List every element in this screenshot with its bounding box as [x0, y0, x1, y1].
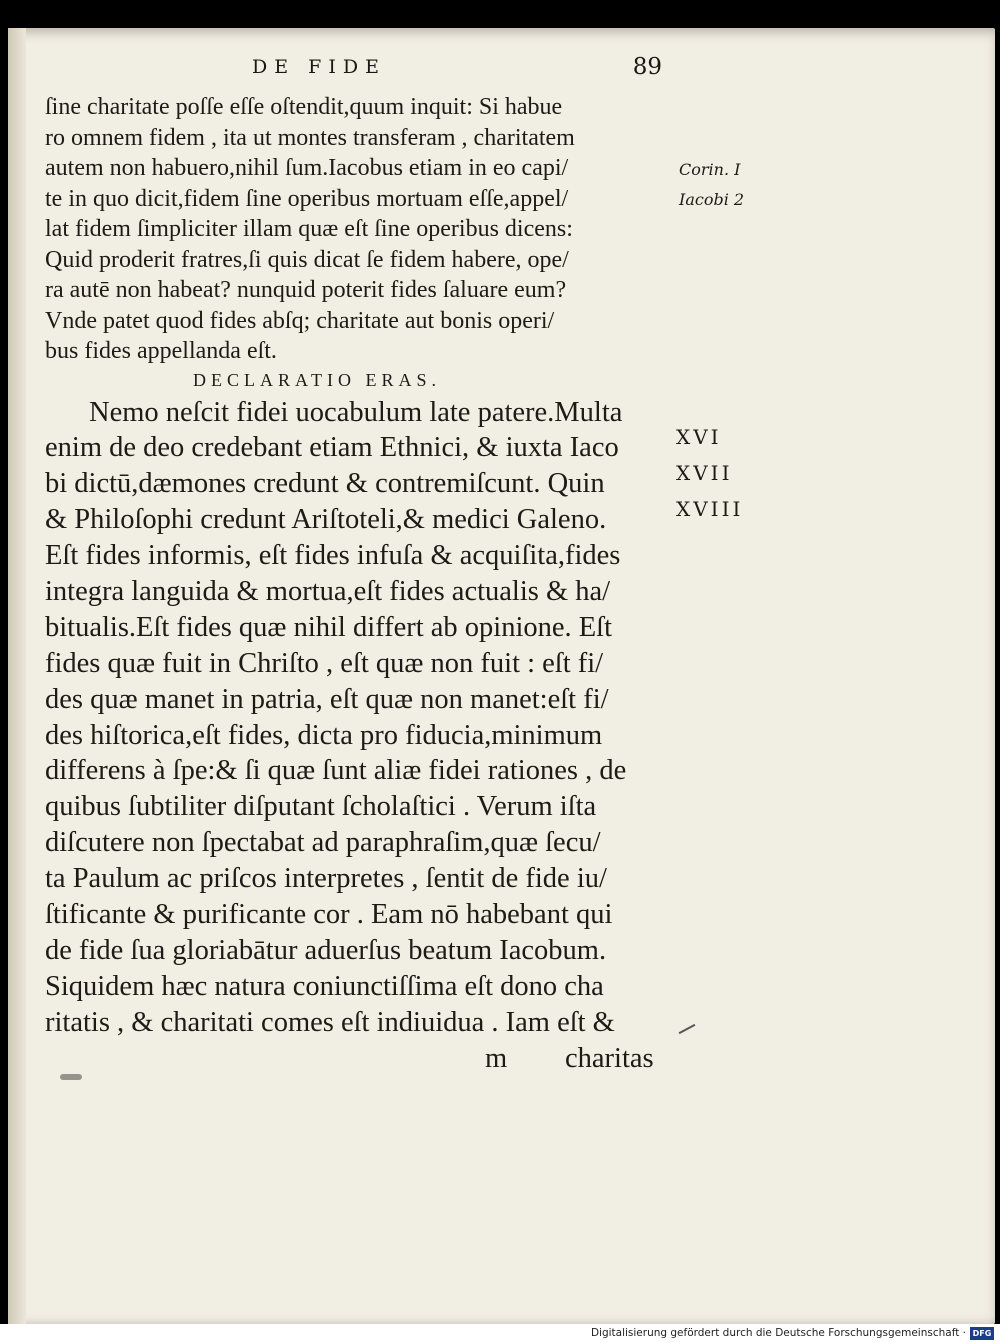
margin-note-iacobi: Iacobi 2 [679, 190, 745, 209]
ink-smudge [60, 1074, 82, 1080]
page-number: 89 [632, 54, 662, 80]
main-text [45, 92, 685, 1077]
text-line: ſtificante & purificante cor . Eam nō habebant qui [45, 898, 613, 930]
page-gutter [8, 28, 26, 1324]
text-paragraph-2 [45, 395, 685, 1077]
running-title: DE FIDE [252, 56, 386, 78]
running-head [252, 56, 662, 86]
margin-note-corinthians: Corin. I [679, 160, 741, 179]
text-line: lat fidem ſimpliciter illam quæ eſt ſine operibus dicens: [45, 216, 573, 242]
dfg-logo-icon: DFG [970, 1327, 994, 1340]
text-line: des quæ manet in patria, eſt quæ non manet:eſt fi/ [45, 683, 609, 715]
text-line: differens à ſpe:& ſi quæ ſunt aliæ fidei rationes , de [45, 755, 627, 787]
text-line: Vnde patet quod fides abſq; charitate aut bonis operi/ [45, 307, 555, 334]
catchword-row [45, 1041, 685, 1077]
text-line: Quid proderit fratres,ſi quis dicat ſe fidem habere, ope/ [45, 246, 569, 273]
text-paragraph-1 [45, 92, 685, 367]
text-line: bitualis.Eſt fides quæ nihil differt ab opinione. Eſt [45, 611, 613, 643]
text-line: ſine charitate poſſe eſſe oſtendit,quum inquit: Si habue [45, 94, 563, 120]
text-line: & Philoſophi credunt Ariſtoteli,& medici Galeno. [45, 504, 607, 536]
signature-mark: m [485, 1042, 508, 1074]
text-line: ro omnem fidem , ita ut montes transferam , charitatem [45, 124, 575, 151]
text-line: enim de deo credebant etiam Ethnici, & iuxta Iaco [45, 432, 619, 464]
margin-numeral: XVIII [676, 497, 744, 521]
footer-bar [0, 1324, 1000, 1343]
text-line: Eſt fides informis, eſt fides infuſa & acquiſita,fides [45, 540, 621, 572]
text-line: integra languida & mortua,eſt fides actualis & ha/ [45, 575, 611, 607]
text-line: bi dictū,dæmones credunt & contremiſcunt. Quin [45, 468, 605, 500]
catchword: charitas [565, 1042, 654, 1074]
text-line: te in quo dicit,fidem ſine operibus mortuam eſſe,appel/ [45, 185, 569, 212]
text-line: ritatis , & charitati comes eſt indiuidua . Iam eſt & [45, 1006, 615, 1038]
text-line: bus fides appellanda eſt. [45, 338, 277, 364]
text-line: ra autē non habeat? nunquid poterit fides ſaluare eum? [45, 277, 567, 303]
footer-credit: Digitalisierung gefördert durch die Deutsche Forschungsgemeinschaft · [590, 1327, 966, 1339]
text-line: Nemo neſcit fidei uocabulum late patere.Multa [89, 396, 623, 428]
text-line: Siquidem hæc natura coniunctiſſima eſt dono cha [45, 970, 604, 1002]
text-line: autem non habuero,nihil ſum.Iacobus etiam in eo capi/ [45, 155, 569, 181]
margin-numeral: XVI [676, 425, 722, 449]
text-line: diſcutere non ſpectabat ad paraphraſim,quæ ſecu/ [45, 827, 601, 859]
text-line: ta Paulum ac priſcos interpretes , ſentit de fide iu/ [45, 863, 607, 895]
text-line: des hiſtorica,eſt fides, dicta pro fiducia,minimum [45, 719, 603, 751]
margin-numeral: XVII [676, 461, 733, 485]
text-line: de fide ſua gloriabātur aduerſus beatum Iacobum. [45, 934, 607, 966]
text-line: quibus ſubtiliter diſputant ſcholaſtici . Verum iſta [45, 791, 597, 823]
text-line: fides quæ fuit in Chriſto , eſt quæ non fuit : eſt fi/ [45, 647, 604, 679]
section-heading: DECLARATIO ERAS. [193, 369, 442, 390]
